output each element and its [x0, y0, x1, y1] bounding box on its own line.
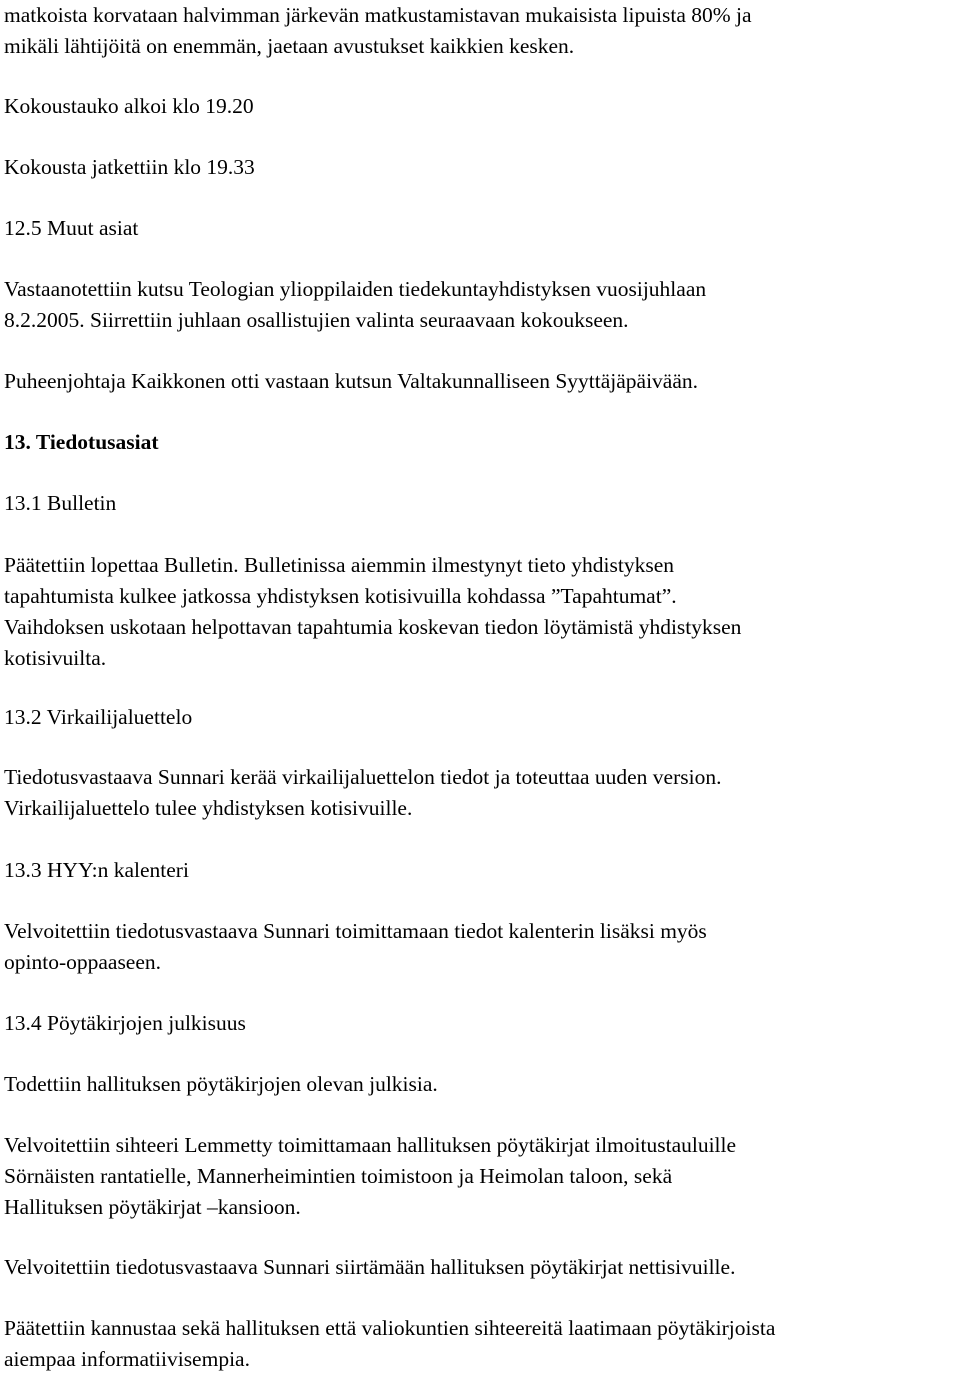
text-line: Velvoitettiin tiedotusvastaava Sunnari toimittamaan tiedot kalenterin lisäksi myös: [4, 919, 707, 943]
text-line: Päätettiin kannustaa sekä hallituksen että valiokuntien sihteereitä laatimaan pöytäkirjoista: [4, 1316, 776, 1340]
subsection-heading: 13.1 Bulletin: [4, 491, 117, 515]
paragraph-break-start: [4, 91, 254, 122]
heading-13-3: [4, 855, 189, 886]
text-line: 8.2.2005. Siirrettiin juhlaan osallistujien valinta seuraavaan kokoukseen.: [4, 308, 629, 332]
text-line: mikäli lähtijöitä on enemmän, jaetaan avustukset kaikkien kesken.: [4, 34, 575, 58]
text-line: Tiedotusvastaava Sunnari kerää virkailijaluettelon tiedot ja toteuttaa uuden version.: [4, 765, 722, 789]
paragraph-chairman: [4, 366, 698, 397]
paragraph-website: [4, 1252, 735, 1283]
text-line: Hallituksen pöytäkirjat –kansioon.: [4, 1195, 301, 1219]
paragraph-bulletin: [4, 550, 741, 674]
heading-13: [4, 427, 159, 458]
text-line: Vaihdoksen uskotaan helpottavan tapahtumia koskevan tiedon löytämistä yhdistyksen: [4, 615, 742, 639]
text-line: kotisivuilta.: [4, 646, 107, 670]
text-line: tapahtumista kulkee jatkossa yhdistyksen kotisivuilla kohdassa ”Tapahtumat”.: [4, 584, 677, 608]
paragraph-encourage: [4, 1313, 775, 1375]
text-line: Velvoitettiin tiedotusvastaava Sunnari siirtämään hallituksen pöytäkirjat nettisivuille.: [4, 1255, 736, 1279]
text-line: Virkailijaluettelo tulee yhdistyksen kotisivuille.: [4, 796, 413, 820]
text-line: Kokoustauko alkoi klo 19.20: [4, 94, 254, 118]
heading-13-4: [4, 1008, 246, 1039]
text-line: Todettiin hallituksen pöytäkirjojen olevan julkisia.: [4, 1072, 438, 1096]
heading-13-1: [4, 488, 116, 519]
paragraph-secretary: [4, 1130, 736, 1223]
subsection-heading: 13.3 HYY:n kalenteri: [4, 858, 189, 882]
heading-12-5: [4, 213, 138, 244]
subsection-heading: 13.2 Virkailijaluettelo: [4, 705, 193, 729]
text-line: Vastaanotettiin kutsu Teologian ylioppilaiden tiedekuntayhdistyksen vuosijuhlaan: [4, 277, 707, 301]
paragraph-minutes-public: [4, 1069, 438, 1100]
paragraph-invitation: [4, 274, 706, 336]
text-line: Kokousta jatkettiin klo 19.33: [4, 155, 255, 179]
paragraph-meeting-resumed: [4, 152, 255, 183]
paragraph-calendar: [4, 916, 707, 978]
text-line: Päätettiin lopettaa Bulletin. Bulletinissa aiemmin ilmestynyt tieto yhdistyksen: [4, 553, 674, 577]
section-heading: 12.5 Muut asiat: [4, 216, 139, 240]
text-line: Velvoitettiin sihteeri Lemmetty toimittamaan hallituksen pöytäkirjat ilmoitustauluille: [4, 1133, 737, 1157]
paragraph-travel-grants: [4, 0, 752, 62]
text-line: Sörnäisten rantatielle, Mannerheimintien toimistoon ja Heimolan taloon, sekä: [4, 1164, 673, 1188]
subsection-heading: 13.4 Pöytäkirjojen julkisuus: [4, 1011, 246, 1035]
text-line: matkoista korvataan halvimman järkevän matkustamistavan mukaisista lipuista 80% ja: [4, 3, 752, 27]
text-line: opinto-oppaaseen.: [4, 950, 162, 974]
section-heading: 13. Tiedotusasiat: [4, 430, 159, 454]
text-line: aiempaa informatiivisempia.: [4, 1347, 250, 1371]
text-line: Puheenjohtaja Kaikkonen otti vastaan kutsun Valtakunnalliseen Syyttäjäpäivään.: [4, 369, 699, 393]
heading-13-2: [4, 702, 192, 733]
paragraph-officer-list: [4, 762, 721, 824]
